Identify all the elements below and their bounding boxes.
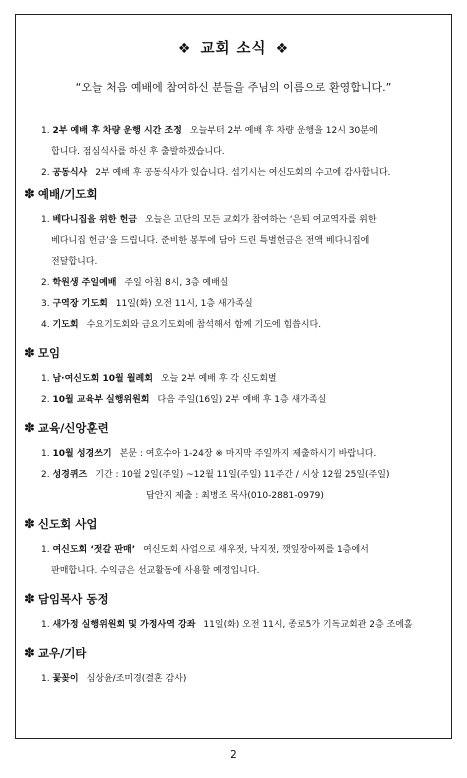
list-item xyxy=(41,123,378,136)
item-number: 2. xyxy=(41,395,50,405)
list-item xyxy=(41,446,376,459)
list-item xyxy=(41,296,253,309)
diamond-ornament-icon: ❖ xyxy=(275,41,290,57)
list-item xyxy=(41,212,377,225)
asterisk-bullet-icon: ✽ xyxy=(24,646,35,661)
item-title: 베다니집을 위한 헌금 xyxy=(52,215,137,225)
list-item xyxy=(41,275,228,288)
item-continuation: 합니다. 점심식사를 하신 후 출발하겠습니다. xyxy=(51,147,225,157)
list-item xyxy=(41,617,413,630)
item-text: 11일(화) 오전 11시, 1층 새가족실 xyxy=(115,299,253,309)
item-text: 수요기도회와 금요기도회에 참석해서 함께 기도에 힘씁시다. xyxy=(86,320,322,330)
page-title xyxy=(16,37,451,58)
section-heading xyxy=(24,645,87,661)
item-text: 2부 예배 후 공동식사가 있습니다. 섬기시는 여신도회의 수고에 감사합니다. xyxy=(95,168,391,178)
asterisk-bullet-icon: ✽ xyxy=(24,517,35,532)
item-title: 꽃꽂이 xyxy=(52,674,79,684)
asterisk-bullet-icon: ✽ xyxy=(24,421,35,436)
list-item xyxy=(41,392,326,405)
item-title: 학원생 주일예배 xyxy=(52,278,117,288)
item-title: 성경퀴즈 xyxy=(52,470,88,480)
item-title: 10월 성경쓰기 xyxy=(52,449,112,459)
item-text: 오늘은 고단의 모든 교회가 참여하는 ‘은퇴 여교역자를 위한 xyxy=(144,215,377,225)
list-item xyxy=(41,371,277,384)
section-heading xyxy=(24,591,109,607)
item-number: 1. xyxy=(41,449,50,459)
item-title: 새가정 실행위원회 및 가정사역 강좌 xyxy=(52,620,196,630)
item-text: 심상윤/조미경(결혼 감사) xyxy=(86,674,187,684)
list-item xyxy=(41,467,389,480)
item-text: 오늘 2부 예배 후 각 신도회별 xyxy=(160,374,277,384)
section-heading xyxy=(24,345,60,361)
item-number: 1. xyxy=(41,374,50,384)
item-number: 2. xyxy=(41,168,50,178)
welcome-greeting: “오늘 처음 예배에 참여하신 분들을 주님의 이름으로 환영합니다.” xyxy=(75,81,392,94)
item-title: 공동식사 xyxy=(52,168,88,178)
item-continuation: 베다니집 헌금’을 드립니다. 준비한 봉투에 담아 드린 특별헌금은 전액 베다니집에 xyxy=(51,236,370,246)
item-text: 여신도회 사업으로 새우젓, 낙지젓, 깻잎장아찌를 1층에서 xyxy=(143,545,369,555)
section-heading xyxy=(24,420,109,436)
item-continuation: 판매합니다. 수익금은 선교활동에 사용할 예정입니다. xyxy=(51,566,260,576)
list-item xyxy=(41,671,186,684)
asterisk-bullet-icon: ✽ xyxy=(24,346,35,361)
item-number: 2. xyxy=(41,470,50,480)
item-title: 2부 예배 후 차량 운행 시간 조정 xyxy=(52,126,182,136)
item-number: 1. xyxy=(41,620,50,630)
page-frame xyxy=(15,14,452,739)
section-heading xyxy=(24,186,98,202)
item-number: 2. xyxy=(41,278,50,288)
item-title: 10월 교육부 실행위원회 xyxy=(52,395,150,405)
section-heading-text: 교우/기타 xyxy=(37,646,87,660)
section-heading xyxy=(24,516,97,532)
item-number: 1. xyxy=(41,126,50,136)
item-number: 1. xyxy=(41,215,50,225)
item-text: 주일 아침 8시, 3층 예배실 xyxy=(124,278,229,288)
item-text: 오늘부터 2부 예배 후 차량 운행을 12시 30분에 xyxy=(189,126,378,136)
diamond-ornament-icon: ❖ xyxy=(177,41,192,57)
asterisk-bullet-icon: ✽ xyxy=(24,187,35,202)
section-heading-text: 모임 xyxy=(37,346,61,360)
item-title: 구역장 기도회 xyxy=(52,299,108,309)
item-text: 기간 : 10월 2일(주일) ~12월 11일(주일) 11주간 / 시상 12월 25일(주일) xyxy=(95,470,390,480)
item-number: 3. xyxy=(41,299,50,309)
item-text: 다음 주일(16일) 2부 예배 후 1층 새가족실 xyxy=(157,395,327,405)
item-title: 남·여신도회 10월 월례회 xyxy=(52,374,153,384)
item-title: 여신도회 ‘젓갈 판매’ xyxy=(52,545,136,555)
item-text: 11일(화) 오전 11시, 종로5가 기독교회관 2층 조에홀 xyxy=(203,620,413,630)
title-text: 교회 소식 xyxy=(200,41,267,57)
item-continuation: 답안지 제출 : 최병조 목사(010-2881-0979) xyxy=(146,491,324,501)
item-text: 본문 : 여호수아 1-24장 ※ 마지막 주일까지 제출하시기 바랍니다. xyxy=(119,449,377,459)
item-number: 4. xyxy=(41,320,50,330)
section-heading-text: 담임목사 동정 xyxy=(37,592,109,606)
item-continuation: 전달합니다. xyxy=(51,257,98,267)
page-number: 2 xyxy=(230,749,237,761)
item-title: 기도회 xyxy=(52,320,79,330)
item-number: 1. xyxy=(41,545,50,555)
section-heading-text: 예배/기도회 xyxy=(37,187,98,201)
asterisk-bullet-icon: ✽ xyxy=(24,592,35,607)
section-heading-text: 교육/신앙훈련 xyxy=(37,421,109,435)
section-heading-text: 신도회 사업 xyxy=(37,517,98,531)
list-item xyxy=(41,165,390,178)
list-item xyxy=(41,542,369,555)
item-number: 1. xyxy=(41,674,50,684)
list-item xyxy=(41,317,321,330)
